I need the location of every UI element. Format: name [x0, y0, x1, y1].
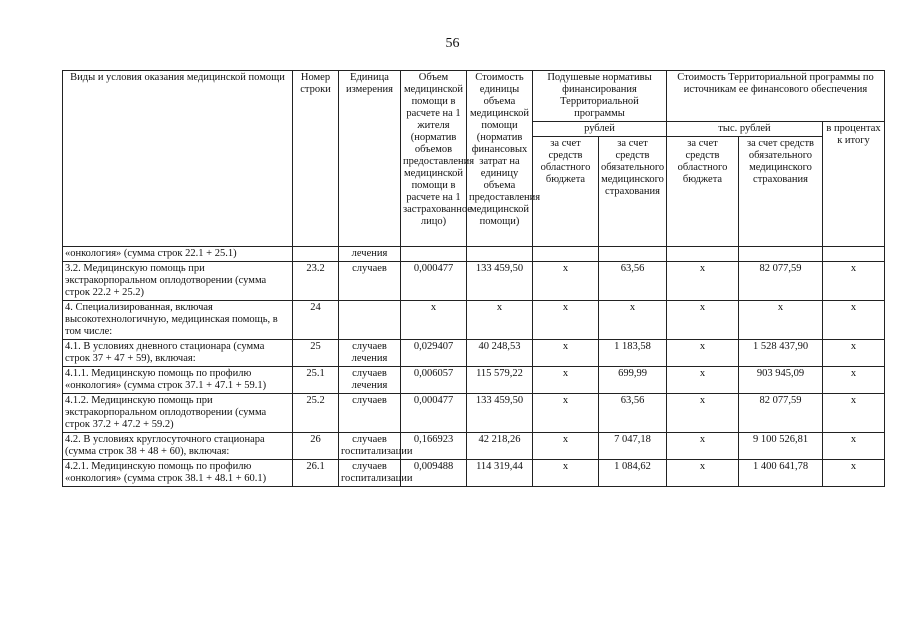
cell-tc-oms: x: [739, 301, 823, 340]
table-row: [63, 247, 885, 262]
cell-row-no: 25.1: [293, 367, 339, 394]
header-kind: Виды и условия оказания медицинской помощи: [63, 71, 293, 247]
cell-percent: x: [823, 394, 885, 433]
table-row: [63, 340, 885, 367]
table-row: [63, 262, 885, 301]
cell-cost: [467, 247, 533, 262]
cell-name: 4.1.2. Медицинскую помощь при экстракорпоральном оплодотворении (сумма строк 37.2 + 47.2 + 59.2): [63, 394, 293, 433]
cell-volume: 0,006057: [401, 367, 467, 394]
cell-percent: x: [823, 433, 885, 460]
cell-tc-oms: 82 077,59: [739, 262, 823, 301]
cell-percent: x: [823, 367, 885, 394]
cell-volume: 0,009488: [401, 460, 467, 487]
cell-row-no: 26: [293, 433, 339, 460]
cell-volume: 0,166923: [401, 433, 467, 460]
cell-pc-budget: x: [533, 340, 599, 367]
cell-cost: 133 459,50: [467, 394, 533, 433]
cell-row-no: 25: [293, 340, 339, 367]
cell-pc-oms: [599, 247, 667, 262]
cell-tc-budget: x: [667, 367, 739, 394]
cell-pc-oms: 7 047,18: [599, 433, 667, 460]
cell-tc-oms: 82 077,59: [739, 394, 823, 433]
cell-row-no: [293, 247, 339, 262]
cell-pc-oms: 63,56: [599, 262, 667, 301]
cell-pc-budget: x: [533, 394, 599, 433]
table-row: [63, 460, 885, 487]
cell-cost: x: [467, 301, 533, 340]
table-row: [63, 367, 885, 394]
cell-percent: x: [823, 301, 885, 340]
cell-cost: 40 248,53: [467, 340, 533, 367]
cell-name: 4.2. В условиях круглосуточного стационара (сумма строк 38 + 48 + 60), включая:: [63, 433, 293, 460]
cell-tc-budget: x: [667, 262, 739, 301]
table-row: [63, 394, 885, 433]
header-per-capita: Подушевые нормативы финансирования Территориальной программы: [533, 71, 667, 122]
cell-pc-oms: 1 183,58: [599, 340, 667, 367]
cell-percent: x: [823, 340, 885, 367]
cell-pc-budget: [533, 247, 599, 262]
cell-pc-budget: x: [533, 262, 599, 301]
cell-cost: 114 319,44: [467, 460, 533, 487]
cell-cost: 42 218,26: [467, 433, 533, 460]
cell-row-no: 26.1: [293, 460, 339, 487]
header-percent: в процентах к итогу: [823, 122, 885, 247]
cell-tc-budget: x: [667, 340, 739, 367]
table-row: [63, 433, 885, 460]
cell-row-no: 25.2: [293, 394, 339, 433]
cell-unit: случаев госпитализации: [339, 433, 401, 460]
header-row-no: Номер строки: [293, 71, 339, 247]
cell-tc-budget: [667, 247, 739, 262]
page-number: 56: [445, 36, 460, 51]
cell-tc-oms: 9 100 526,81: [739, 433, 823, 460]
cell-percent: x: [823, 262, 885, 301]
cell-name: 4.1. В условиях дневного стационара (сумма строк 37 + 47 + 59), включая:: [63, 340, 293, 367]
cell-tc-budget: x: [667, 460, 739, 487]
cell-unit: лечения: [339, 247, 401, 262]
header-pc-budget: за счет средств областного бюджета: [533, 137, 599, 247]
cell-pc-budget: x: [533, 367, 599, 394]
cell-pc-budget: x: [533, 301, 599, 340]
cell-name: 3.2. Медицинскую помощь при экстракорпоральном оплодотворении (сумма строк 22.2 + 25.2): [63, 262, 293, 301]
cell-tc-budget: x: [667, 433, 739, 460]
cell-volume: 0,000477: [401, 394, 467, 433]
cell-tc-budget: x: [667, 301, 739, 340]
table-row: [63, 301, 885, 340]
cell-cost: 115 579,22: [467, 367, 533, 394]
cell-tc-budget: x: [667, 394, 739, 433]
header-row-1: [63, 71, 885, 122]
cell-percent: [823, 247, 885, 262]
header-tc-oms: за счет средств обязательного медицинского страхования: [739, 137, 823, 247]
cell-unit: [339, 301, 401, 340]
cell-name: 4.1.1. Медицинскую помощь по профилю «онкология» (сумма строк 37.1 + 47.1 + 59.1): [63, 367, 293, 394]
header-thous-rub: тыс. рублей: [667, 122, 823, 137]
cell-unit: случаев: [339, 262, 401, 301]
cell-row-no: 24: [293, 301, 339, 340]
header-cost: Стоимость единицы объема медицинской помощи (норматив финансовых затрат на единицу объема предоставления медицинской помощи): [467, 71, 533, 247]
cell-tc-oms: 903 945,09: [739, 367, 823, 394]
cell-pc-oms: x: [599, 301, 667, 340]
cell-pc-oms: 63,56: [599, 394, 667, 433]
program-cost-table: [62, 70, 885, 487]
header-total-cost: Стоимость Территориальной программы по источникам ее финансового обеспечения: [667, 71, 885, 122]
cell-volume: 0,000477: [401, 262, 467, 301]
cell-name: «онкология» (сумма строк 22.1 + 25.1): [63, 247, 293, 262]
cell-unit: случаев: [339, 394, 401, 433]
cell-percent: x: [823, 460, 885, 487]
cell-row-no: 23.2: [293, 262, 339, 301]
cell-tc-oms: 1 528 437,90: [739, 340, 823, 367]
header-rub: рублей: [533, 122, 667, 137]
cell-pc-oms: 1 084,62: [599, 460, 667, 487]
cell-pc-budget: x: [533, 460, 599, 487]
cell-pc-budget: x: [533, 433, 599, 460]
cell-cost: 133 459,50: [467, 262, 533, 301]
header-pc-oms: за счет средств обязательного медицинского страхования: [599, 137, 667, 247]
header-unit: Единица измерения: [339, 71, 401, 247]
cell-name: 4.2.1. Медицинскую помощь по профилю «онкология» (сумма строк 38.1 + 48.1 + 60.1): [63, 460, 293, 487]
cell-pc-oms: 699,99: [599, 367, 667, 394]
cell-tc-oms: [739, 247, 823, 262]
cell-volume: [401, 247, 467, 262]
cell-unit: случаев лечения: [339, 340, 401, 367]
cell-unit: случаев лечения: [339, 367, 401, 394]
cell-tc-oms: 1 400 641,78: [739, 460, 823, 487]
cell-name: 4. Специализированная, включая высокотехнологичную, медицинская помощь, в том числе:: [63, 301, 293, 340]
header-tc-budget: за счет средств областного бюджета: [667, 137, 739, 247]
cell-volume: 0,029407: [401, 340, 467, 367]
cell-unit: случаев госпитализации: [339, 460, 401, 487]
header-volume: Объем медицинской помощи в расчете на 1 жителя (норматив объемов предоставления медицинской помощи в расчете на 1 застрахованное лицо): [401, 71, 467, 247]
cell-volume: x: [401, 301, 467, 340]
